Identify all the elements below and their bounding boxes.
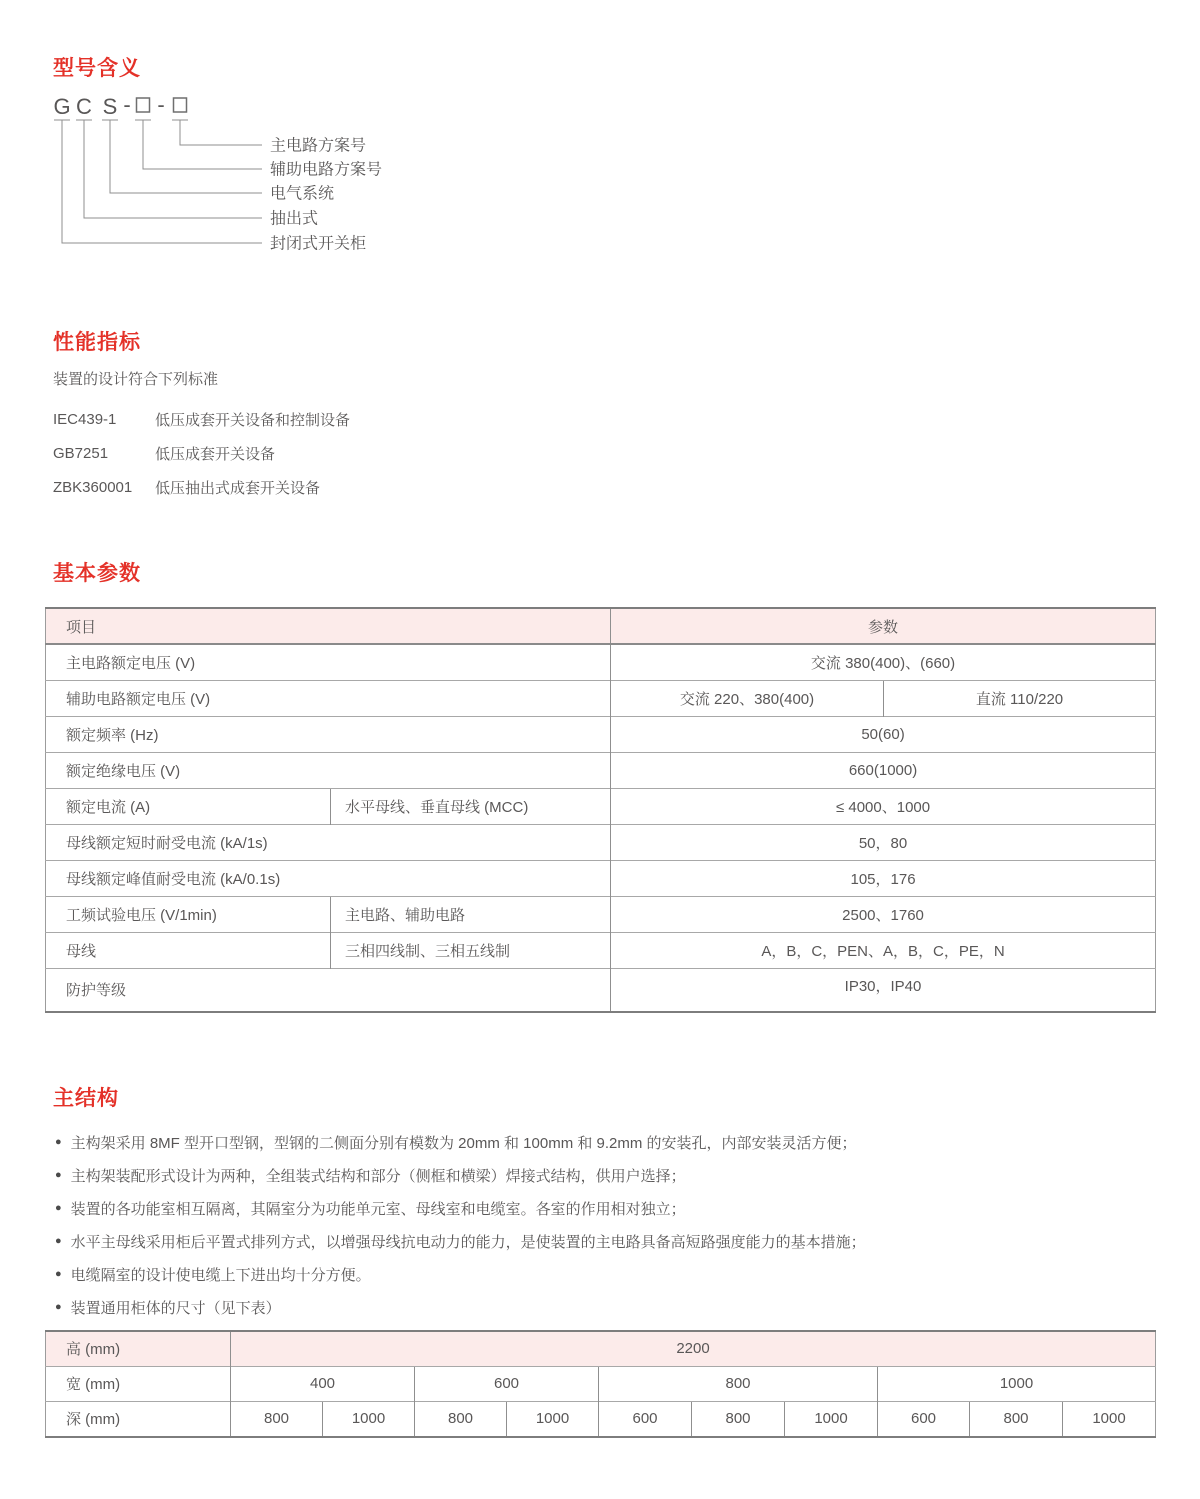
section-title-model-meaning: 型号含义: [53, 57, 141, 80]
table-row: [46, 752, 1156, 788]
row-value: 50(60): [611, 716, 1156, 752]
row-label: 工频试验电压 (V/1min): [46, 896, 331, 932]
bullet-icon: ●: [55, 1268, 62, 1280]
standard-row: [53, 402, 613, 436]
dims-depth-value: 1000: [785, 1401, 878, 1437]
table-row: [46, 896, 1156, 932]
diagram-label-electrical-system: 电气系统: [270, 185, 335, 203]
standard-row: [53, 470, 613, 504]
dims-depth-value: 800: [415, 1401, 507, 1437]
code-char-s: S: [102, 94, 118, 119]
dims-depth-value: 1000: [507, 1401, 599, 1437]
table-row: [46, 860, 1156, 896]
table-row: [46, 824, 1156, 860]
dimensions-table: [45, 1330, 1156, 1438]
table-row: [46, 788, 1156, 824]
table-header-row: [46, 608, 1156, 644]
bullet-text: 主构架装配形式设计为两种，全组装式结构和部分（侧框和横梁）焊接式结构，供用户选择；: [70, 1168, 686, 1185]
dims-height-row: [46, 1331, 1156, 1366]
row-label: 辅助电路额定电压 (V): [46, 680, 611, 716]
row-value: 交流 220、380(400): [611, 680, 884, 716]
row-value: 2500、1760: [611, 896, 1156, 932]
diagram-label-main-circuit-scheme: 主电路方案号: [270, 137, 367, 155]
bullet-text: 水平主母线采用柜后平置式排列方式，以增强母线抗电动力的能力，是使装置的主电路具备高短路强度能力的基本措施；: [70, 1234, 866, 1251]
table-row: [46, 644, 1156, 680]
section-title-basic-params: 基本参数: [53, 562, 141, 585]
row-label: 额定绝缘电压 (V): [46, 752, 611, 788]
diagram-label-aux-circuit-scheme: 辅助电路方案号: [270, 161, 383, 179]
main-structure-list: [55, 1126, 1165, 1324]
code-dash-2: -: [157, 92, 165, 117]
row-sublabel: 主电路、辅助电路: [331, 896, 611, 932]
standard-row: [53, 436, 613, 470]
dims-width-value: 1000: [878, 1366, 1156, 1401]
standard-code: ZBK360001: [53, 478, 133, 496]
model-code-diagram: [40, 88, 510, 268]
header-param: 参数: [611, 608, 1156, 644]
header-item: 项目: [46, 608, 611, 644]
bullet-text: 装置的各功能室相互隔离，其隔室分为功能单元室、母线室和电缆室。各室的作用相对独立；: [70, 1201, 686, 1218]
basic-params-table: [45, 607, 1156, 1013]
row-sublabel: 三相四线制、三相五线制: [331, 932, 611, 968]
row-sublabel: 水平母线、垂直母线 (MCC): [331, 788, 611, 824]
dims-height-label: 高 (mm): [46, 1331, 231, 1366]
performance-intro: 装置的设计符合下列标准: [53, 371, 219, 388]
row-label: 额定电流 (A): [46, 788, 331, 824]
dims-height-value: 2200: [231, 1331, 1156, 1366]
table-row: [46, 680, 1156, 716]
list-item: [55, 1192, 1165, 1225]
row-label: 防护等级: [46, 968, 611, 1012]
bullet-icon: ●: [55, 1136, 62, 1148]
code-char-g: G: [53, 94, 71, 119]
bullet-text: 装置通用柜体的尺寸（见下表）: [70, 1300, 281, 1317]
diagram-label-enclosed-switchgear: 封闭式开关柜: [270, 235, 367, 253]
standards-list: [53, 402, 613, 504]
row-value: 50，80: [611, 824, 1156, 860]
row-label: 母线额定短时耐受电流 (kA/1s): [46, 824, 611, 860]
standard-code: GB7251: [53, 444, 109, 462]
dims-depth-row: [46, 1401, 1156, 1437]
list-item: [55, 1258, 1165, 1291]
row-value: 105，176: [611, 860, 1156, 896]
bullet-icon: ●: [55, 1301, 62, 1313]
dims-depth-value: 800: [970, 1401, 1063, 1437]
row-label: 额定频率 (Hz): [46, 716, 611, 752]
bullet-icon: ●: [55, 1169, 62, 1181]
dims-width-value: 600: [415, 1366, 599, 1401]
row-value: 交流 380(400)、(660): [611, 644, 1156, 680]
dims-width-row: [46, 1366, 1156, 1401]
code-box-main-scheme: [174, 98, 187, 112]
list-item: [55, 1159, 1165, 1192]
dims-depth-value: 1000: [1063, 1401, 1156, 1437]
code-box-aux-scheme: [137, 98, 150, 112]
code-char-c: C: [76, 94, 92, 119]
table-row: [46, 716, 1156, 752]
row-value: A，B，C，PEN、A，B，C，PE，N: [611, 932, 1156, 968]
dims-depth-value: 800: [692, 1401, 785, 1437]
standard-desc: 低压成套开关设备和控制设备: [155, 411, 351, 429]
row-value: IP30，IP40: [611, 968, 1156, 1012]
row-label: 母线额定峰值耐受电流 (kA/0.1s): [46, 860, 611, 896]
table-row: [46, 932, 1156, 968]
dims-depth-value: 1000: [323, 1401, 415, 1437]
row-value: ≤ 4000、1000: [611, 788, 1156, 824]
bullet-text: 主构架采用 8MF 型开口型钢，型钢的二侧面分别有模数为 20mm 和 100mm 和 9.2mm 的安装孔，内部安装灵活方便；: [70, 1135, 857, 1152]
row-label: 主电路额定电压 (V): [46, 644, 611, 680]
standard-desc: 低压成套开关设备: [155, 445, 276, 463]
dims-width-label: 宽 (mm): [46, 1366, 231, 1401]
diagram-connectors: [62, 120, 262, 243]
bullet-icon: ●: [55, 1235, 62, 1247]
dims-depth-value: 800: [231, 1401, 323, 1437]
row-value: 660(1000): [611, 752, 1156, 788]
table-row: [46, 968, 1156, 1012]
bullet-icon: ●: [55, 1202, 62, 1214]
row-value-2: 直流 110/220: [884, 680, 1156, 716]
bullet-text: 电缆隔室的设计使电缆上下进出均十分方便。: [70, 1267, 371, 1284]
list-item: [55, 1291, 1165, 1324]
row-label: 母线: [46, 932, 331, 968]
dims-width-value: 800: [599, 1366, 878, 1401]
dims-depth-value: 600: [878, 1401, 970, 1437]
section-title-performance: 性能指标: [53, 331, 141, 354]
dims-depth-value: 600: [599, 1401, 692, 1437]
dims-depth-label: 深 (mm): [46, 1401, 231, 1437]
code-dash-1: -: [123, 92, 131, 117]
standard-code: IEC439-1: [53, 410, 117, 428]
list-item: [55, 1225, 1165, 1258]
dims-width-value: 400: [231, 1366, 415, 1401]
section-title-main-structure: 主结构: [53, 1087, 119, 1110]
standard-desc: 低压抽出式成套开关设备: [155, 479, 321, 497]
diagram-label-drawout-type: 抽出式: [270, 210, 319, 228]
list-item: [55, 1126, 1165, 1159]
